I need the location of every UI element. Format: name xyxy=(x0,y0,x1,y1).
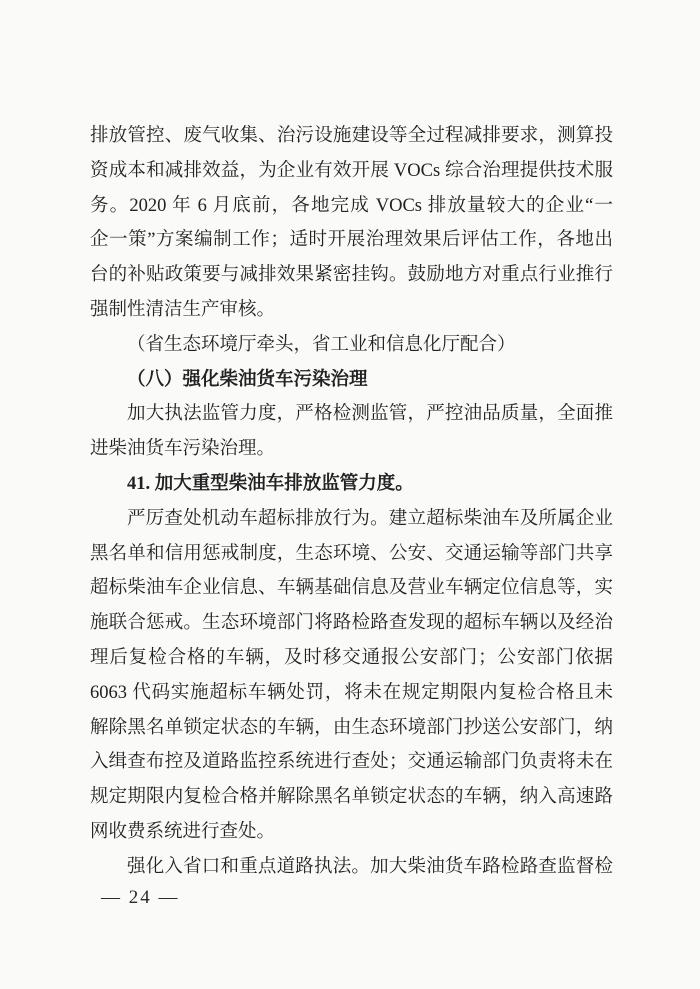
body-line: 台的补贴政策要与减排效果紧密挂钩。鼓励地方对重点行业推行 xyxy=(90,265,613,286)
page-number: — 24 — xyxy=(101,887,180,908)
body-line: 资成本和减排效益，为企业有效开展 VOCs 综合治理提供技术服 xyxy=(90,160,613,181)
body-line: 强化入省口和重点道路执法。加大柴油货车路检路查监督检 xyxy=(127,856,613,877)
body-line: 严厉查处机动车超标排放行为。建立超标柴油车及所属企业 xyxy=(127,508,613,529)
body-line: 黑名单和信用惩戒制度，生态环境、公安、交通运输等部门共享 xyxy=(90,543,613,564)
body-line: 超标柴油车企业信息、车辆基础信息及营业车辆定位信息等，实 xyxy=(90,578,613,599)
item-heading: 41. 加大重型柴油车排放监管力度。 xyxy=(127,473,414,494)
body-line: 施联合惩戒。生态环境部门将路检路查发现的超标车辆以及经治 xyxy=(90,613,613,634)
body-line: 务。2020 年 6 月底前，各地完成 VOCs 排放量较大的企业“一 xyxy=(90,195,613,216)
body-line: 入缉查布控及道路监控系统进行查处；交通运输部门负责将未在 xyxy=(90,752,613,773)
body-line: 6063 代码实施超标车辆处罚，将未在规定期限内复检合格且未 xyxy=(90,682,613,703)
section-heading: （八）强化柴油货车污染治理 xyxy=(127,369,368,390)
body-line: 企一策”方案编制工作；适时开展治理效果后评估工作，各地出 xyxy=(90,230,613,251)
body-line: 规定期限内复检合格并解除黑名单锁定状态的车辆，纳入高速路 xyxy=(90,787,613,808)
body-line: 加大执法监管力度，严格检测监管，严控油品质量，全面推 xyxy=(127,404,613,425)
body-line: 理后复检合格的车辆，及时移交通报公安部门；公安部门依据 xyxy=(90,647,613,668)
attribution-line: （省生态环境厅牵头，省工业和信息化厅配合） xyxy=(127,334,516,355)
body-line: 强制性清洁生产审核。 xyxy=(90,299,276,320)
document-body xyxy=(90,119,613,885)
body-line: 解除黑名单锁定状态的车辆，由生态环境部门抄送公安部门，纳 xyxy=(90,717,613,738)
body-line: 进柴油货车污染治理。 xyxy=(90,439,276,460)
body-line: 网收费系统进行查处。 xyxy=(90,821,276,842)
body-line: 排放管控、废气收集、治污设施建设等全过程减排要求，测算投 xyxy=(90,126,613,146)
